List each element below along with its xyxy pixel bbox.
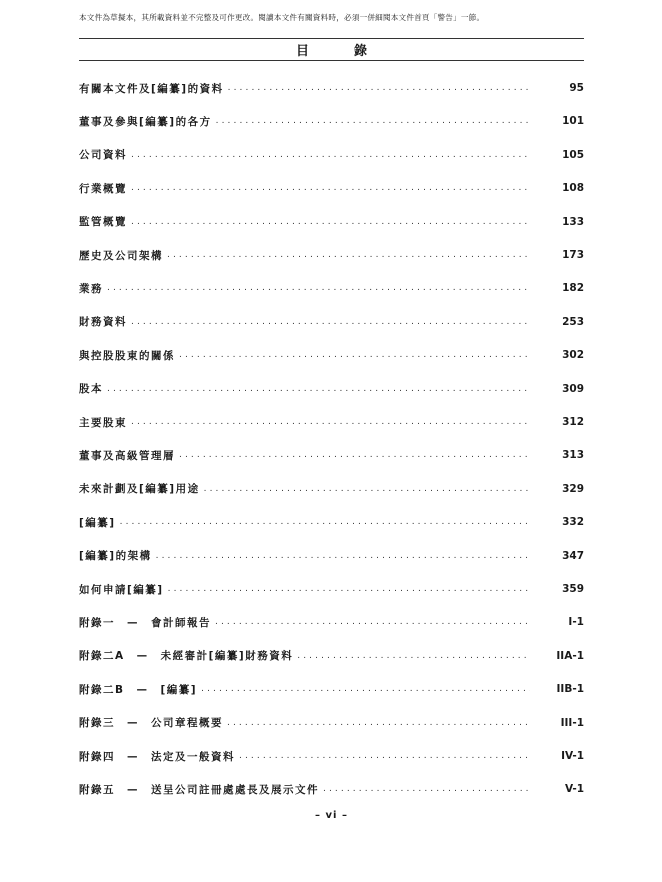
toc-entry-title: 公司資料	[79, 147, 131, 162]
toc-dot-leader	[107, 382, 530, 396]
toc-entry-title: 董事及高級管理層	[79, 448, 179, 463]
toc-dot-leader	[131, 148, 530, 162]
toc-entry-page: 347	[562, 549, 584, 562]
toc-dot-leader	[131, 415, 530, 429]
toc-entry[interactable]	[79, 579, 584, 599]
toc-entry[interactable]	[79, 111, 584, 131]
toc-entry[interactable]	[79, 713, 584, 733]
toc-entry-page: 302	[562, 349, 584, 362]
toc-entry-page: V-1	[564, 783, 584, 796]
toc-dot-leader	[179, 348, 530, 362]
toc-entry[interactable]	[79, 479, 584, 499]
toc-dot-leader	[227, 716, 530, 730]
toc-entry[interactable]	[79, 345, 584, 365]
toc-entry-title: 業務	[79, 281, 107, 296]
toc-entry-title: 歷史及公司架構	[79, 248, 167, 263]
toc-dot-leader	[204, 482, 530, 496]
toc-entry[interactable]	[79, 612, 584, 632]
toc-dot-leader	[120, 515, 530, 529]
toc-entry-title: 董事及參與[編纂]的各方	[79, 114, 216, 129]
toc-dot-leader	[168, 582, 530, 596]
toc-entry[interactable]	[79, 278, 584, 298]
heading-bottom-rule	[79, 60, 584, 61]
toc-dot-leader	[215, 615, 530, 629]
toc-entry-page: 133	[562, 215, 584, 228]
toc-dot-leader	[131, 315, 530, 329]
toc-entry-title: 股本	[79, 381, 107, 396]
toc-entry-page: 329	[562, 482, 584, 495]
toc-dot-leader	[239, 749, 530, 763]
toc-entry-page: I-1	[568, 616, 584, 629]
toc-entry[interactable]	[79, 145, 584, 165]
toc-entry-title: 如何申請[編纂]	[79, 582, 168, 597]
toc-dot-leader	[156, 549, 530, 563]
toc-entry-page: IIB-1	[556, 683, 584, 696]
toc-dot-leader	[297, 649, 530, 663]
toc-entry-page: 182	[562, 282, 584, 295]
toc-entry[interactable]	[79, 245, 584, 265]
toc-entry[interactable]	[79, 512, 584, 532]
toc-entry-page: IV-1	[561, 750, 584, 762]
toc-entry-title: 附錄五 — 送呈公司註冊處處長及展示文件	[79, 782, 323, 797]
toc-dot-leader	[131, 181, 530, 195]
toc-entry-page: 332	[562, 516, 584, 529]
toc-entry-page: 312	[562, 416, 584, 428]
toc-entry[interactable]	[79, 679, 584, 699]
toc-entry-page: 95	[569, 82, 584, 94]
toc-entry-title: 未來計劃及[編纂]用途	[79, 481, 204, 496]
toc-entry-title: 監管概覽	[79, 214, 131, 229]
toc-dot-leader	[228, 81, 530, 95]
toc-entry[interactable]	[79, 78, 584, 98]
toc-dot-leader	[323, 782, 530, 796]
toc-dot-leader	[179, 448, 530, 462]
toc-entry[interactable]	[79, 379, 584, 399]
toc-entry[interactable]	[79, 646, 584, 666]
toc-dot-leader	[201, 682, 530, 696]
heading-top-rule	[79, 38, 584, 39]
toc-entry-page: 101	[562, 115, 584, 128]
toc-entry-title: [編纂]	[79, 515, 120, 530]
toc-entry[interactable]	[79, 212, 584, 232]
toc-dot-leader	[216, 114, 530, 128]
toc-entry-page: 108	[562, 182, 584, 195]
toc-entry-title: 附錄四 — 法定及一般資料	[79, 749, 239, 764]
toc-entry-page: IIA-1	[556, 649, 584, 662]
toc-entry[interactable]	[79, 779, 584, 799]
toc-entry-title: 行業概覽	[79, 181, 131, 196]
toc-entry-title: 有關本文件及[編纂]的資料	[79, 81, 228, 96]
toc-entry-title: 附錄一 — 會計師報告	[79, 615, 215, 630]
toc-entry[interactable]	[79, 746, 584, 766]
page-number: – vi –	[315, 810, 348, 821]
toc-entry[interactable]	[79, 412, 584, 432]
toc-entry-title: 附錄三 — 公司章程概要	[79, 715, 227, 730]
toc-entry-page: 173	[562, 249, 584, 261]
toc-entry-title: [編纂]的架構	[79, 548, 156, 563]
toc-dot-leader	[107, 281, 530, 295]
toc-entry[interactable]	[79, 178, 584, 198]
toc-entry-title: 附錄二A — 未經審計[編纂]財務資料	[79, 648, 297, 663]
toc-entry[interactable]	[79, 546, 584, 566]
page-title: 目 錄	[295, 44, 383, 59]
toc-entry-page: 253	[562, 315, 584, 328]
toc-entry-page: 359	[562, 583, 584, 595]
toc-dot-leader	[167, 248, 530, 262]
toc-entry-title: 附錄二B — [編纂]	[79, 682, 201, 697]
toc-dot-leader	[131, 215, 530, 229]
toc-entry[interactable]	[79, 445, 584, 465]
toc-entry[interactable]	[79, 312, 584, 332]
draft-warning-header: 本文件為草擬本，其所載資料並不完整及可作更改。閱讀本文件有關資料時，必須一併細閱本文件首頁「警告」一節。	[79, 13, 485, 22]
toc-entry-title: 與控股股東的關係	[79, 348, 179, 363]
toc-entry-page: 313	[562, 449, 584, 462]
toc-entry-title: 主要股東	[79, 415, 131, 430]
toc-entry-title: 財務資料	[79, 314, 131, 329]
toc-entry-page: 105	[562, 148, 584, 161]
toc-entry-page: 309	[562, 382, 584, 395]
toc-entry-page: III-1	[560, 716, 584, 729]
